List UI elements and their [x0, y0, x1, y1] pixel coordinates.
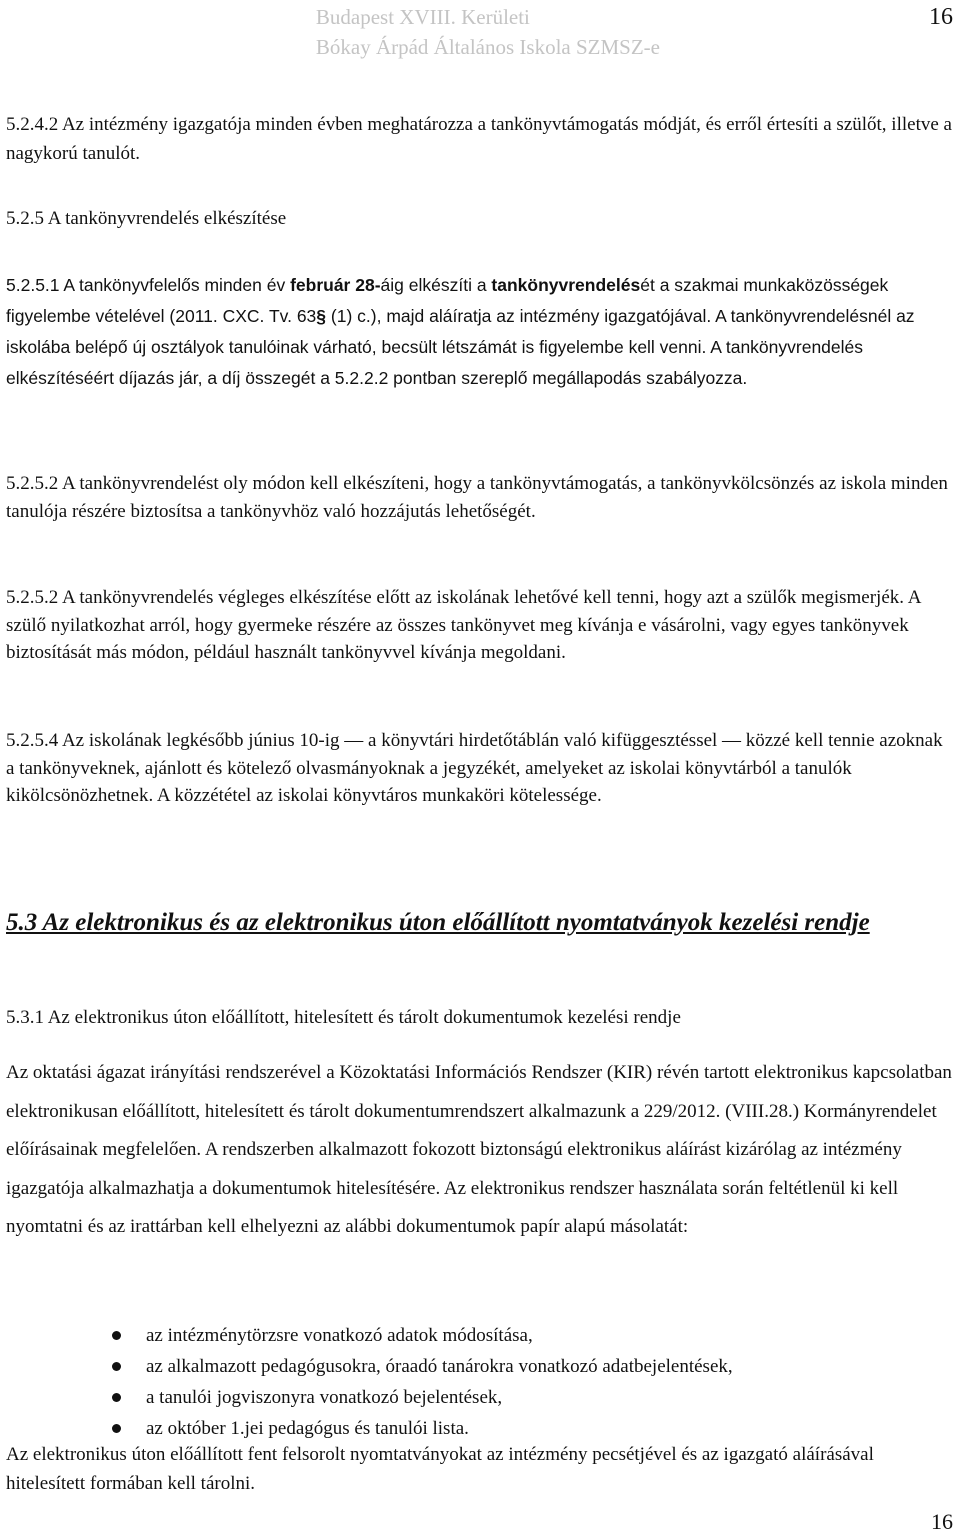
- header-line-2: Bókay Árpád Általános Iskola SZMSZ-e: [315, 35, 660, 59]
- text-run: (1) c.: [326, 306, 371, 326]
- list-item: az intézménytörzsre vonatkozó adatok módosítása,: [104, 1320, 733, 1351]
- list-item: az október 1.jei pedagógus és tanulói lista.: [104, 1413, 733, 1444]
- document-list: [104, 1320, 733, 1444]
- paragraph-5-2-5-1: [6, 270, 952, 394]
- heading-5-3-1: 5.3.1 Az elektronikus úton előállított, hitelesített és tárolt dokumentumok kezelési rendje: [6, 1007, 681, 1028]
- bold-term: tankönyvrendelés: [491, 275, 641, 295]
- paragraph-5-2-4-2: 5.2.4.2 Az intézmény igazgatója minden évben meghatározza a tankönyvtámogatás módját, és erről értesíti a szülőt, illetve a nagykorú tanulót.: [6, 114, 952, 164]
- list-item: az alkalmazott pedagógusokra, óraadó tanárokra vonatkozó adatbejelentések,: [104, 1351, 733, 1382]
- text-run: áig elkészíti a: [380, 275, 492, 295]
- list-item: a tanulói jogviszonyra vonatkozó bejelentések,: [104, 1382, 733, 1413]
- section-symbol: §: [316, 306, 327, 326]
- paragraph-5-2-5-4: 5.2.5.4 Az iskolának legkésőbb június 10-ig — a könyvtári hirdetőtáblán való kifüggesztéssel — közzé kell tennie azoknak a tankönyveknek, ajánlott és kötelező olvasmányoknak a jegyzékét, amelyeket az iskolai könyvtárból a tanulók kikölcsönözhetnek. A közzététel az iskolai könyvtáros munkaköri kötelessége.: [6, 730, 943, 806]
- paragraph-5-2-5-2-second: 5.2.5.2 A tankönyvrendelés végleges elkészítése előtt az iskolának lehetővé kell tenni, hogy azt a szülők megismerjék. A szülő nyilatkozhat arról, hogy gyermeke részére az összes tankönyvet meg kívánja e vásárolni, vagy egyes tankönyvek biztosítását más módon, például használt tankönyvvel kívánja megoldani.: [6, 587, 921, 663]
- text-run: ), majd aláíratja az intézmény igazgatójával. A tankönyvrendelésnél az iskolába belépő új osztályok tanulóinak várható, becsült létszámát is figyelembe kell venni. A tankönyvrendelés elkészítéséért díjazás jár, a díj összegét a 5.2.2.2 pontban szereplő megállapodás szabályozza.: [6, 306, 915, 388]
- heading-5-2-5: 5.2.5 A tankönyvrendelés elkészítése: [6, 208, 287, 229]
- page-header: [316, 2, 660, 62]
- text-run: ét a szakmai munkaközösségek figyelembe vételével (2011. CXC. Tv. 63: [6, 275, 889, 326]
- heading-5-3: 5.3 Az elektronikus és az elektronikus úton előállított nyomtatványok kezelési rendje: [6, 909, 870, 936]
- header-line-1: Budapest XVIII. Kerületi: [315, 5, 530, 29]
- page-number-bottom: 16: [931, 1509, 953, 1534]
- paragraph-5-2-5-2: 5.2.5.2 A tankönyvrendelést oly módon kell elkészíteni, hogy a tankönyvtámogatás, a tankönyvkölcsönzés az iskola minden tanulója részére biztosítsa a tankönyvhöz való hozzájutás lehetőségét.: [6, 473, 948, 522]
- paragraph-final: Az elektronikus úton előállított fent felsorolt nyomtatványokat az intézmény pecsétjével és az igazgató aláírásával hitelesített formában kell tárolni.: [6, 1444, 874, 1494]
- deadline-date: február 28-: [290, 275, 381, 295]
- paragraph-kir: Az oktatási ágazat irányítási rendszerével a Közoktatási Információs Rendszer (KIR) révén tartott elektronikus kapcsolatban elektronikusan előállított, hitelesített és tárolt dokumentumrendszert alkalmazunk a 229/2012. (VIII.28.) Kormányrendelet előírásainak megfelelően. A rendszerben alkalmazott fokozott biztonságú elektronikus aláírást kizárólag az intézmény igazgatója alkalmazhatja a dokumentumok hitelesítésére. Az elektronikus rendszer használata során feltétlenül ki kell nyomtatni és az irattárban kell elhelyezni az alábbi dokumentumok papír alapú másolatát:: [6, 1062, 952, 1237]
- page-number-top: 16: [929, 4, 953, 30]
- text-run: 5.2.5.1 A tankönyvfelelős minden év: [6, 275, 291, 295]
